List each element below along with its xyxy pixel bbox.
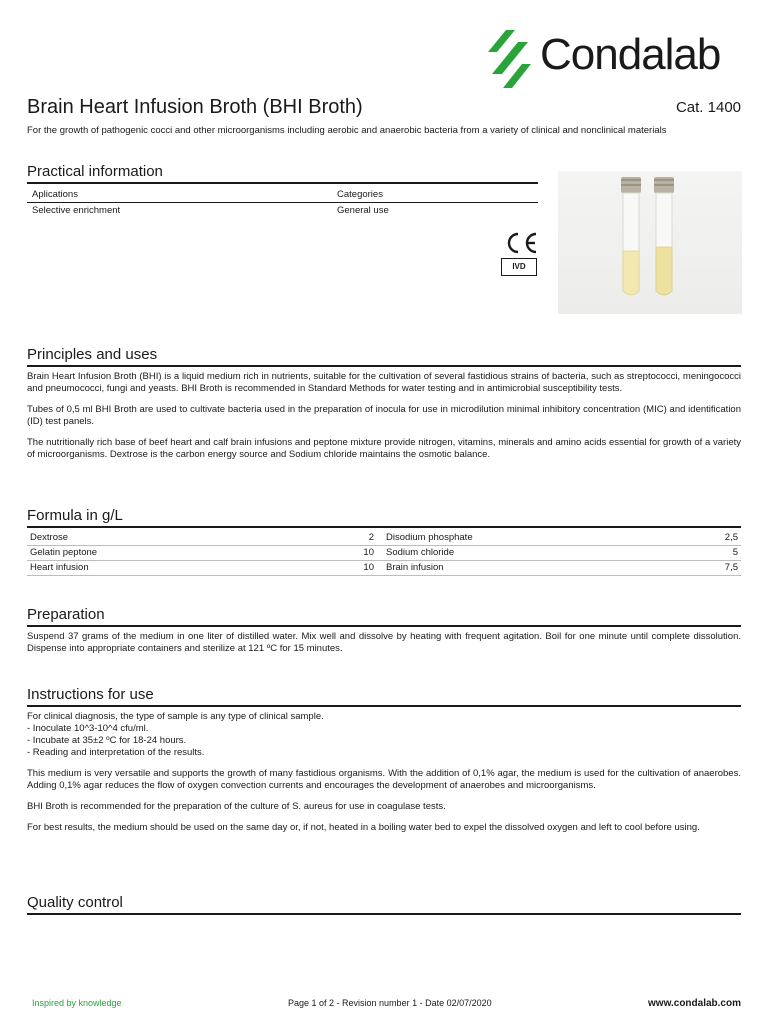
instructions-paragraph-2: This medium is very versatile and supports the growth of many fastidious organisms. With the addition of 0,1% agar, the medium is used for the cultivation of anaerobes. Adding 0,1% agar reduces the flow of oxygen convection currents and encourages the development of anaerobes and microorganisms. <box>27 768 741 791</box>
ingredient-name: Sodium chloride <box>386 547 455 558</box>
product-title: Brain Heart Infusion Broth (BHI Broth) <box>27 96 363 118</box>
instructions-line: - Reading and interpretation of the results. <box>27 747 205 758</box>
formula-row <box>27 545 741 560</box>
applications-value: Selective enrichment <box>32 205 121 216</box>
instructions-section <box>27 686 741 834</box>
practical-table <box>27 184 538 218</box>
ingredient-amount: 2 <box>368 531 374 543</box>
instructions-line: - Incubate at 35±2 ºC for 18-24 hours. <box>27 735 187 746</box>
ingredient-name: Brain infusion <box>386 562 444 573</box>
ingredient-amount: 2,5 <box>724 531 738 543</box>
preparation-section <box>27 606 741 655</box>
preparation-paragraph: Suspend 37 grams of the medium in one liter of distilled water. Mix well and dissolve by heating with frequent agitation. Boil for one minute until complete dissolution. Dispense into appropriate containers and sterilize at 121 ºC for 15 minutes. <box>27 631 741 654</box>
formula-row <box>27 560 741 575</box>
practical-value-row <box>27 203 538 219</box>
practical-information-title: Practical information <box>27 163 538 184</box>
condalab-logo-icon <box>488 28 532 92</box>
practical-header-row <box>27 184 538 203</box>
product-subtitle: For the growth of pathogenic cocci and other microorganisms including aerobic and anaerobic bacteria from a variety of clinical and nonclinical materials <box>27 125 667 136</box>
instructions-paragraph-3: BHI Broth is recommended for the preparation of the culture of S. aureus for use in coagulase tests. <box>27 801 446 812</box>
preparation-title: Preparation <box>27 606 741 627</box>
ingredient-amount: 5 <box>732 547 738 558</box>
applications-header: Aplications <box>27 184 332 203</box>
footer-website-link[interactable]: www.condalab.com <box>648 998 741 1009</box>
instructions-line: For clinical diagnosis, the type of sample is any type of clinical sample. <box>27 711 324 722</box>
ingredient-name: Gelatin peptone <box>30 547 98 558</box>
principles-paragraph-2: Tubes of 0,5 ml BHI Broth are used to cultivate bacteria used in the preparation of inocula for use in microdilution minimal inhibitory concentration (MIC) and identification (ID) test panels. <box>27 404 741 427</box>
instructions-title: Instructions for use <box>27 686 741 707</box>
ingredient-amount: 7,5 <box>724 562 738 573</box>
formula-title: Formula in g/L <box>27 507 741 528</box>
ingredient-amount: 10 <box>363 562 374 573</box>
ingredient-name: Disodium phosphate <box>386 531 473 543</box>
principles-paragraph-1: Brain Heart Infusion Broth (BHI) is a liquid medium rich in nutrients, suitable for the cultivation of several fastidious strains of bacteria, such as streptococci, meningococci and pneumococci, fungi and yeasts. BHI Broth is recommended in Standard Methods for water testing and in antimicrobial susceptibility tests. <box>27 371 741 394</box>
footer-page-info: Page 1 of 2 - Revision number 1 - Date 02/07/2020 <box>288 998 492 1008</box>
ingredient-amount: 10 <box>363 547 374 558</box>
formula-row <box>27 530 741 545</box>
ivd-badge: IVD <box>501 258 537 276</box>
ingredient-name: Dextrose <box>30 531 69 543</box>
quality-control-section <box>27 894 741 915</box>
instructions-line: - Inoculate 10^3-10^4 cfu/ml. <box>27 723 149 734</box>
brand-name: Condalab <box>540 30 721 79</box>
product-photo <box>558 171 742 314</box>
categories-header: Categories <box>332 184 538 203</box>
footer-tagline: Inspired by knowledge <box>32 998 122 1008</box>
broth-tubes-image <box>558 171 742 314</box>
catalog-number: Cat. 1400 <box>675 99 741 116</box>
principles-paragraph-3: The nutritionally rich base of beef heart and calf brain infusions and peptone mixture provide nitrogen, vitamins, minerals and amino acids essential for growth of a variety of microorganisms. Dextrose is the carbon energy source and Sodium chloride maintains the osmotic balance. <box>27 437 741 460</box>
categories-value: General use <box>337 205 389 216</box>
formula-section <box>27 507 741 576</box>
formula-table <box>27 530 741 576</box>
principles-title: Principles and uses <box>27 346 741 367</box>
ce-mark-icon <box>503 231 539 255</box>
practical-information-section <box>27 163 538 218</box>
quality-control-title: Quality control <box>27 894 741 915</box>
instructions-paragraph-4: For best results, the medium should be used on the same day or, if not, heated in a boiling water bed to expel the dissolved oxygen and left to cool before using. <box>27 822 700 833</box>
principles-section <box>27 346 741 461</box>
ingredient-name: Heart infusion <box>30 562 89 573</box>
condalab-logo <box>488 28 740 92</box>
